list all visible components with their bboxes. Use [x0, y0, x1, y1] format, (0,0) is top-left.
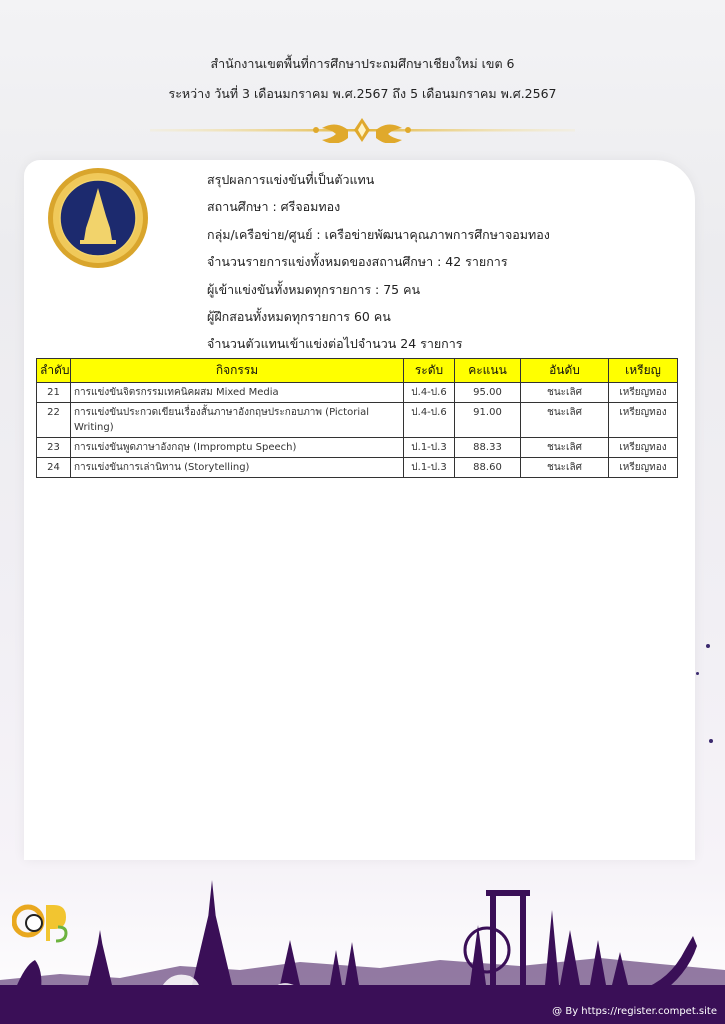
cell-no: 23 [37, 438, 71, 458]
decor-dot [706, 644, 710, 648]
representative-count: จำนวนตัวแทนเข้าแข่งต่อไปจำนวน 24 รายการ [207, 336, 463, 351]
cell-medal: เหรียญทอง [609, 403, 678, 438]
cell-rank: ชนะเลิศ [521, 438, 609, 458]
cell-medal: เหรียญทอง [609, 383, 678, 403]
col-header-score: คะแนน [455, 359, 521, 383]
cell-medal: เหรียญทอง [609, 438, 678, 458]
cell-rank: ชนะเลิศ [521, 458, 609, 478]
table-header-row [37, 359, 678, 383]
gold-ornament-divider [150, 117, 575, 143]
cell-level: ป.1-ป.3 [404, 438, 455, 458]
cell-score: 91.00 [455, 403, 521, 438]
cell-no: 24 [37, 458, 71, 478]
date-range: ระหว่าง วันที่ 3 เดือนมกราคม พ.ศ.2567 ถึง 5 เดือนมกราคม พ.ศ.2567 [168, 86, 557, 101]
cell-level: ป.1-ป.3 [404, 458, 455, 478]
cell-activity: การแข่งขันจิตรกรรมเทคนิคผสม Mixed Media [71, 383, 404, 403]
results-table [36, 358, 678, 478]
total-competitors: ผู้เข้าแข่งขันทั้งหมดทุกรายการ : 75 คน [207, 282, 421, 297]
network-name: กลุ่ม/เครือข่าย/ศูนย์ : เครือข่ายพัฒนาคุณภาพการศึกษาจอมทอง [207, 227, 550, 242]
cell-activity: การแข่งขันประกวดเขียนเรื่องสั้นภาษาอังกฤษประกอบภาพ (Pictorial Writing) [71, 403, 404, 438]
table-row [37, 403, 678, 438]
col-header-level: ระดับ [404, 359, 455, 383]
cell-level: ป.4-ป.6 [404, 383, 455, 403]
summary-heading: สรุปผลการแข่งขันที่เป็นตัวแทน [207, 172, 375, 187]
cell-activity: การแข่งขันการเล่านิทาน (Storytelling) [71, 458, 404, 478]
footer-credit[interactable]: @ By https://register.compet.site [552, 1006, 717, 1017]
decor-dot [709, 739, 713, 743]
total-trainers: ผู้ฝึกสอนทั้งหมดทุกรายการ 60 คน [207, 309, 391, 324]
cps-logo-icon [12, 897, 74, 945]
cell-score: 88.33 [455, 438, 521, 458]
col-header-medal: เหรียญ [609, 359, 678, 383]
table-row [37, 383, 678, 403]
cell-rank: ชนะเลิศ [521, 403, 609, 438]
cell-level: ป.4-ป.6 [404, 403, 455, 438]
col-header-rank: อันดับ [521, 359, 609, 383]
cell-no: 22 [37, 403, 71, 438]
table-row [37, 438, 678, 458]
office-seal-icon [46, 166, 150, 270]
col-header-activity: กิจกรรม [71, 359, 404, 383]
cell-medal: เหรียญทอง [609, 458, 678, 478]
table-row [37, 458, 678, 478]
page-title: สำนักงานเขตพื้นที่การศึกษาประถมศึกษาเชียงใหม่ เขต 6 [210, 56, 515, 71]
cell-activity: การแข่งขันพูดภาษาอังกฤษ (Impromptu Speech) [71, 438, 404, 458]
footer-band [0, 985, 725, 1024]
cell-score: 88.60 [455, 458, 521, 478]
cell-no: 21 [37, 383, 71, 403]
school-name: สถานศึกษา : ศรีจอมทอง [207, 199, 341, 214]
decor-dot [696, 672, 699, 675]
col-header-no: ลำดับ [37, 359, 71, 383]
cell-score: 95.00 [455, 383, 521, 403]
total-items: จำนวนรายการแข่งทั้งหมดของสถานศึกษา : 42 รายการ [207, 254, 508, 269]
cell-rank: ชนะเลิศ [521, 383, 609, 403]
